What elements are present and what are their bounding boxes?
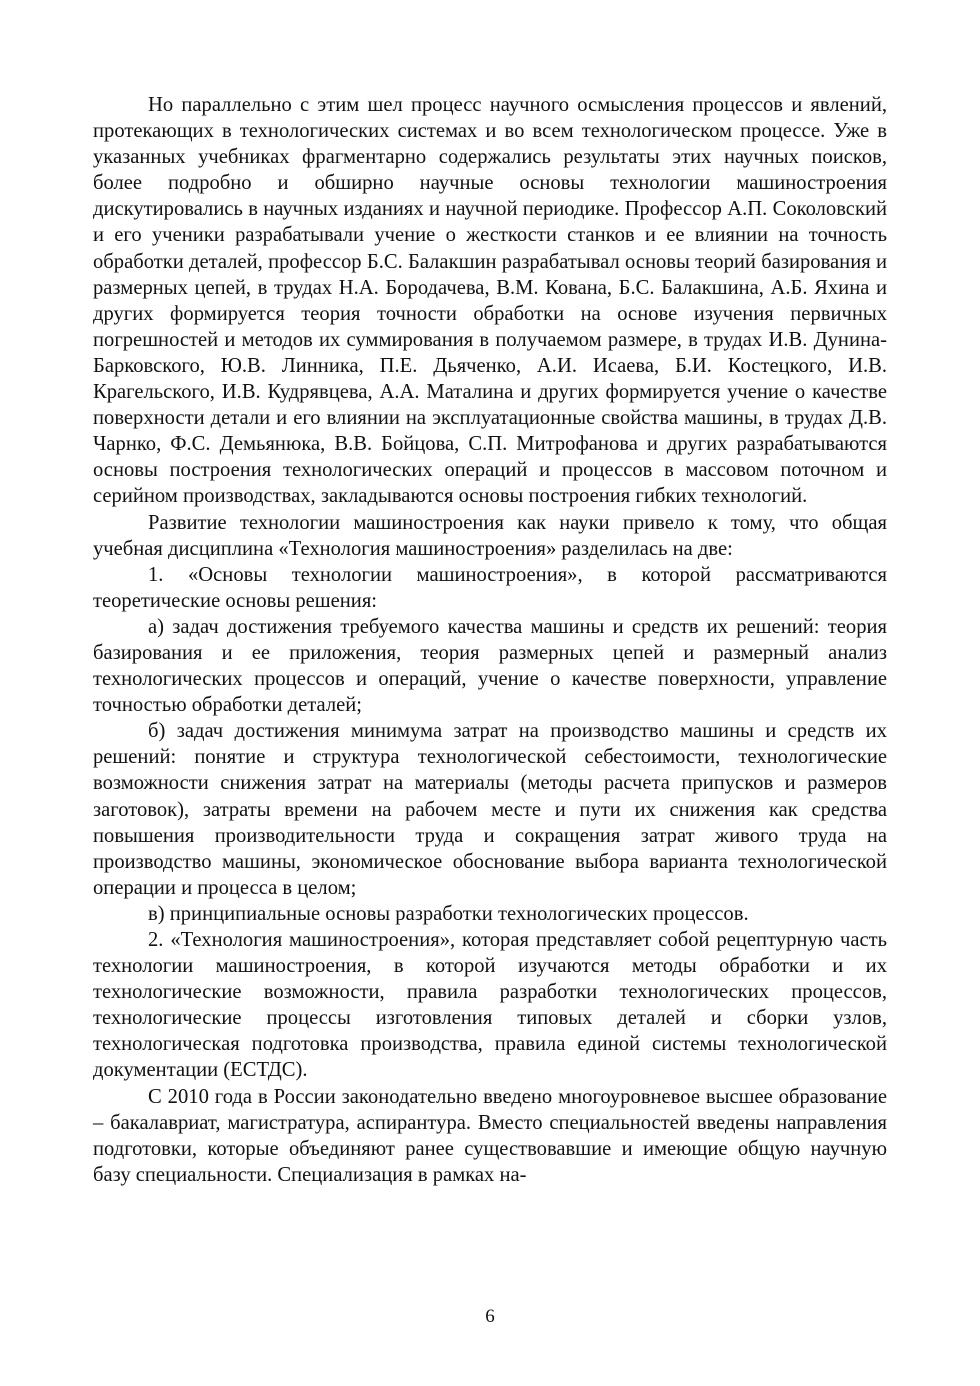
paragraph-item-1a: а) задач достижения требуемого качества машины и средств их решений: теория базирования и ее приложения, теория размерных цепей и размерный анализ технологических процессов и операций, учение о качестве поверхности, управление точностью обработки деталей; <box>93 615 887 717</box>
paragraph-item-1c: в) принципиальные основы разработки технологических процессов. <box>148 902 749 925</box>
paragraph-education-2010: С 2010 года в России законодательно введено многоуровневое высшее образование – бакалавриат, магистратура, аспирантура. Вместо специальностей введены направления подготовки, которые объединяют ранее существовавшие и имеющие общую научную базу специальности. Специализация в рамках на- <box>93 1085 887 1186</box>
paragraph-item-2: 2. «Технология машиностроения», которая представляет собой рецептурную часть технологии машиностроения, в которой изучаются методы обработки и их технологические возможности, правила разработки технологических процессов, технологические процессы изготовления типовых деталей и сборки узлов, технологическая подготовка производства, правила единой системы технологической документации (ЕСТДС). <box>93 929 887 1082</box>
page-number: 6 <box>485 1306 495 1327</box>
body-text <box>93 92 887 1188</box>
paragraph-history-of-science: Но параллельно с этим шел процесс научного осмысления процессов и явлений, протекающих в технологических системах и во всем технологическом процессе. Уже в указанных учебниках фрагментарно содержались результаты этих научных поисков, более подробно и обширно научные основы технологии машиностроения дискутировались в научных изданиях и научной периодике. Профессор А.П. Соколовский и его ученики разрабатывали учение о жесткости станков и ее влиянии на точность обработки деталей, профессор Б.С. Балакшин разрабатывал основы теорий базирования и размерных цепей, в трудах Н.А. Бородачева, В.М. Кована, Б.С. Балакшина, А.Б. Яхина и других формируется теория точности обработки на основе изучения первичных погрешностей и методов их суммирования в получаемом размере, в трудах И.В. Дунина-Барковского, Ю.В. Линника, П.Е. Дьяченко, А.И. Исаева, Б.И. Костецкого, И.В. Крагельского, И.В. Кудрявцева, А.А. Маталина и других формируется учение о качестве поверхности детали и его влиянии на эксплуатационные свойства машины, в трудах Д.В. Чарнко, Ф.С. Демьянюка, В.В. Бойцова, С.П. Митрофанова и других разрабатываются основы построения технологических операций и процессов в массовом поточном и серийном производствах, закладываются основы построения гибких технологий. <box>93 94 887 508</box>
paragraph-item-1: 1. «Основы технологии машиностроения», в которой рассматриваются теоретические основы решения: <box>93 563 887 612</box>
paragraph-item-1b: б) задач достижения минимума затрат на производство машины и средств их решений: понятие и структура технологической себестоимости, технологические возможности снижения затрат на материалы (методы расчета припусков и размеров заготовок), затраты времени на рабочем месте и пути их снижения как средства повышения производительности труда и сокращения затрат живого труда на производство машины, экономическое обоснование выбора варианта технологической операции и процесса в целом; <box>93 720 887 899</box>
paragraph-discipline-split: Развитие технологии машиностроения как науки привело к тому, что общая учебная дисциплина «Технология машиностроения» разделилась на две: <box>93 511 887 560</box>
